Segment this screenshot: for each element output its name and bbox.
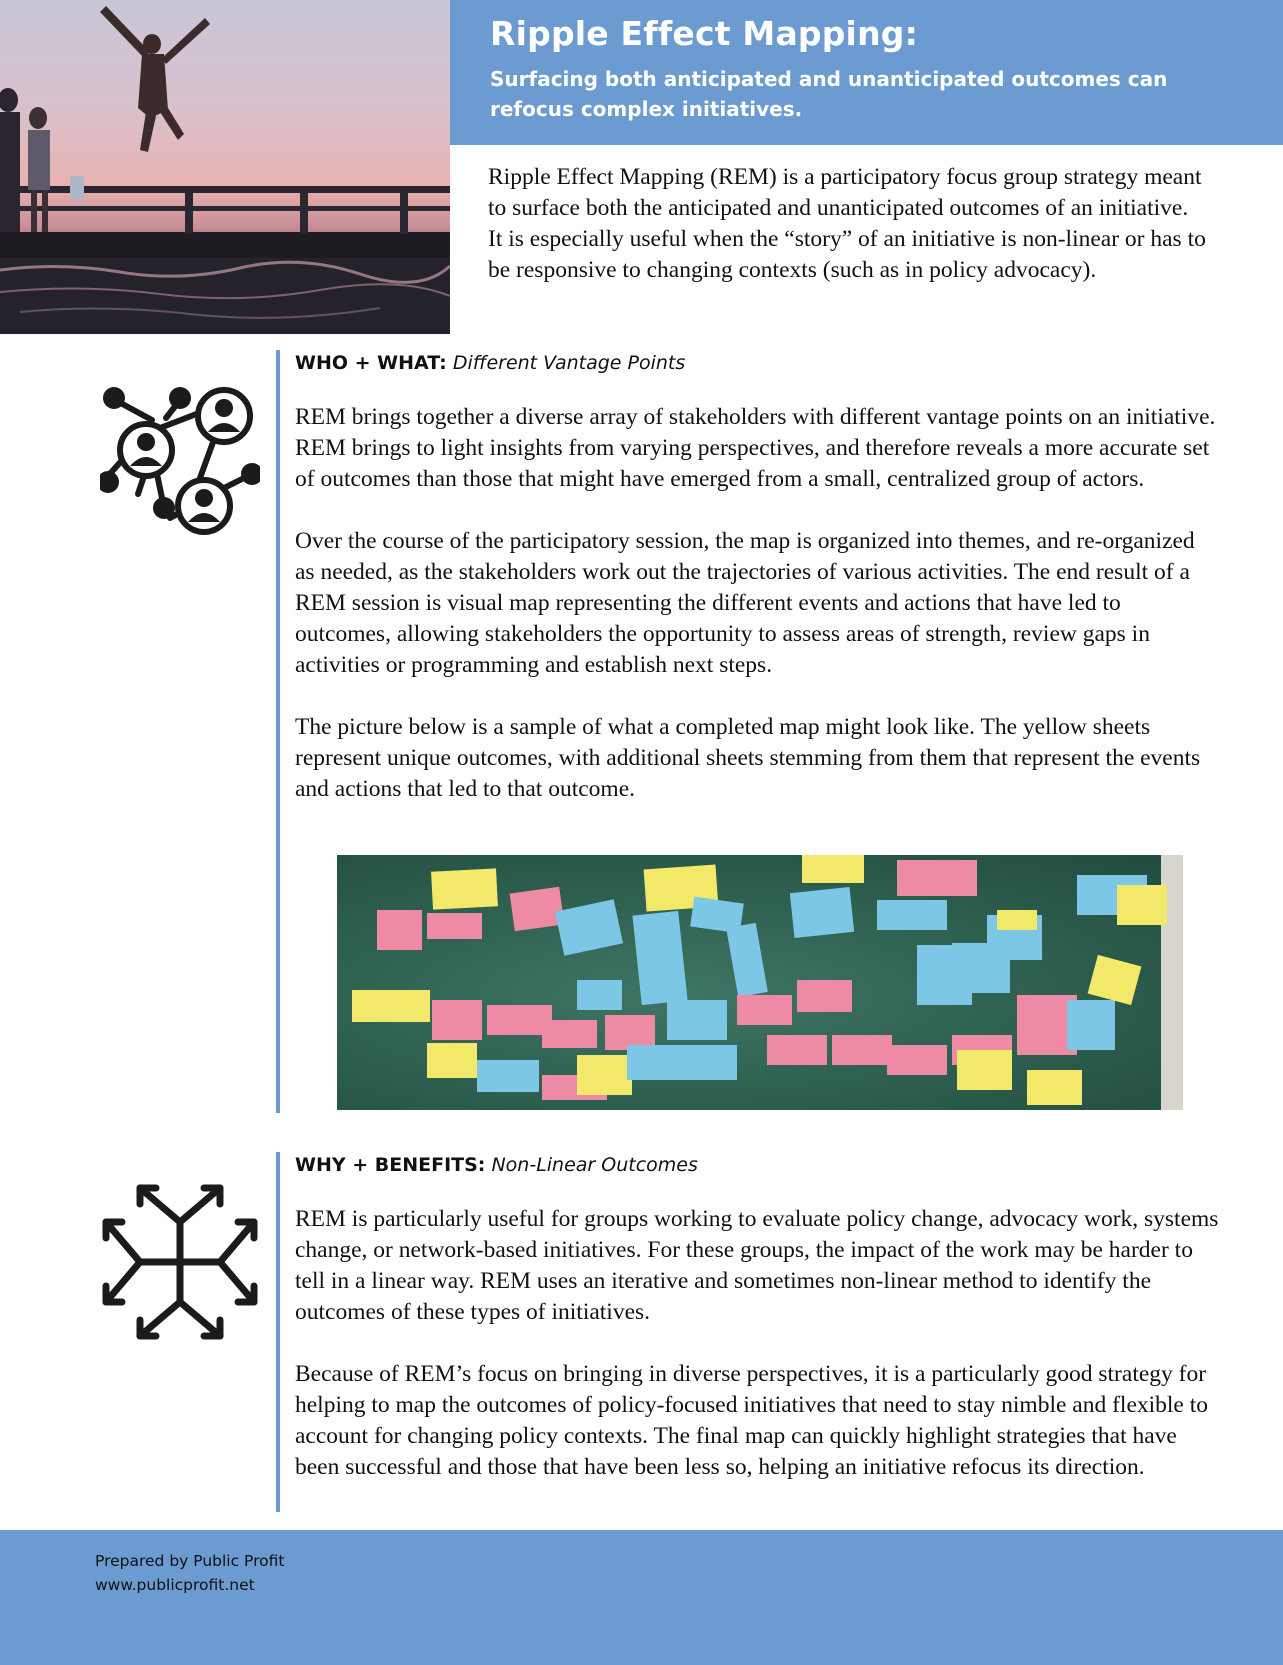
title-band [450, 0, 1283, 145]
who-what-heading-subtitle: Different Vantage Points [452, 352, 686, 374]
who-what-paragraph-1: REM brings together a diverse array of stakeholders with different vantage points on an initiative. REM brings to light insights from varying perspectives, and therefore reveals a more accurate set of outcomes than those that might have emerged from a small, centralized group of actors. [295, 404, 1216, 492]
sticky-note [887, 1045, 947, 1075]
who-what-paragraph-3: The picture below is a sample of what a completed map might look like. The yellow sheets represent unique outcomes, with additional sheets stemming from them that represent the events and actions that led to that outcome. [295, 714, 1201, 802]
sticky-note [957, 1050, 1012, 1090]
page-subtitle: Surfacing both anticipated and unanticipated outcomes can refocus complex initiatives. [490, 67, 1168, 121]
sticky-note [1088, 955, 1142, 1005]
footer-band [0, 1530, 1283, 1665]
pier-silhouette-graphic [0, 0, 450, 334]
sticky-note [627, 1045, 682, 1080]
sticky-note [510, 887, 565, 932]
why-benefits-heading-label: WHY + BENEFITS: [295, 1154, 486, 1176]
page-title: Ripple Effect Mapping: [490, 14, 918, 53]
sticky-note [677, 1045, 737, 1080]
sticky-note [352, 990, 430, 1022]
sticky-note [377, 910, 422, 950]
sticky-note [1027, 1070, 1082, 1105]
sticky-note [577, 980, 622, 1010]
why-benefits-paragraph-2: Because of REM’s focus on bringing in diverse perspectives, it is a particularly good strategy for helping to map the outcomes of policy-focused initiatives that need to stay nimble and flexible to account for changing policy contexts. The final map can quickly highlight strategies that have been successful and those that have been less so, helping an initiative refocus its direction. [295, 1361, 1209, 1480]
sticky-note [877, 900, 947, 930]
sticky-note [555, 899, 623, 955]
sticky-note [997, 910, 1037, 930]
sticky-note [427, 1043, 477, 1078]
why-benefits-heading [295, 1152, 1220, 1178]
network-people-icon [100, 378, 260, 543]
why-benefits-paragraph-1: REM is particularly useful for groups working to evaluate policy change, advocacy work, systems change, or network-based initiatives. For these groups, the impact of the work may be harder to tell in a linear way. REM uses an iterative and sometimes non-linear method to identify the outcomes of these types of initiatives. [295, 1206, 1219, 1325]
sticky-note [897, 860, 977, 896]
sticky-note [790, 887, 854, 938]
sticky-note [632, 911, 687, 1005]
why-benefits-section [276, 1152, 1220, 1512]
who-what-heading-label: WHO + WHAT: [295, 352, 447, 374]
who-what-paragraph-2: Over the course of the participatory session, the map is organized into themes, and re-organized as needed, as the stakeholders work out the trajectories of various activities. The end result of a REM session is visual map representing the different events and actions that have led to outcomes, allowing stakeholders the opportunity to assess areas of strength, review gaps in activities or programming and establish next steps. [295, 528, 1195, 678]
sticky-note [917, 945, 972, 1005]
sticky-note [1117, 885, 1167, 925]
hero-photo-jumping-off-pier [0, 0, 450, 334]
who-what-heading [295, 350, 1220, 376]
sticky-note [797, 980, 852, 1012]
sticky-note [767, 1035, 827, 1065]
sticky-note [432, 1000, 482, 1040]
sticky-note [802, 855, 864, 883]
sticky-note [737, 995, 792, 1025]
sticky-note [667, 1000, 727, 1040]
sticky-note [542, 1020, 597, 1048]
sticky-note [832, 1035, 892, 1065]
sticky-note [1067, 1000, 1115, 1050]
prepared-by-text: Prepared by Public Profit [95, 1552, 285, 1570]
sticky-note [577, 1055, 632, 1095]
website-link[interactable]: www.publicprofit.net [95, 1576, 255, 1594]
sticky-note [477, 1060, 539, 1092]
why-benefits-heading-subtitle: Non-Linear Outcomes [491, 1154, 698, 1176]
sample-ripple-map-photo [337, 855, 1183, 1110]
sticky-note [726, 923, 768, 997]
sticky-note [427, 913, 482, 939]
expanding-arrows-icon [100, 1182, 260, 1347]
intro-paragraph: Ripple Effect Mapping (REM) is a participatory focus group strategy meant to surface both the anticipated and unanticipated outcomes of an initiative. It is especially useful when the “story” of an initiative is non-linear or has to be responsive to changing contexts (such as in policy advocacy). [488, 164, 1206, 283]
sticky-note [431, 868, 498, 909]
